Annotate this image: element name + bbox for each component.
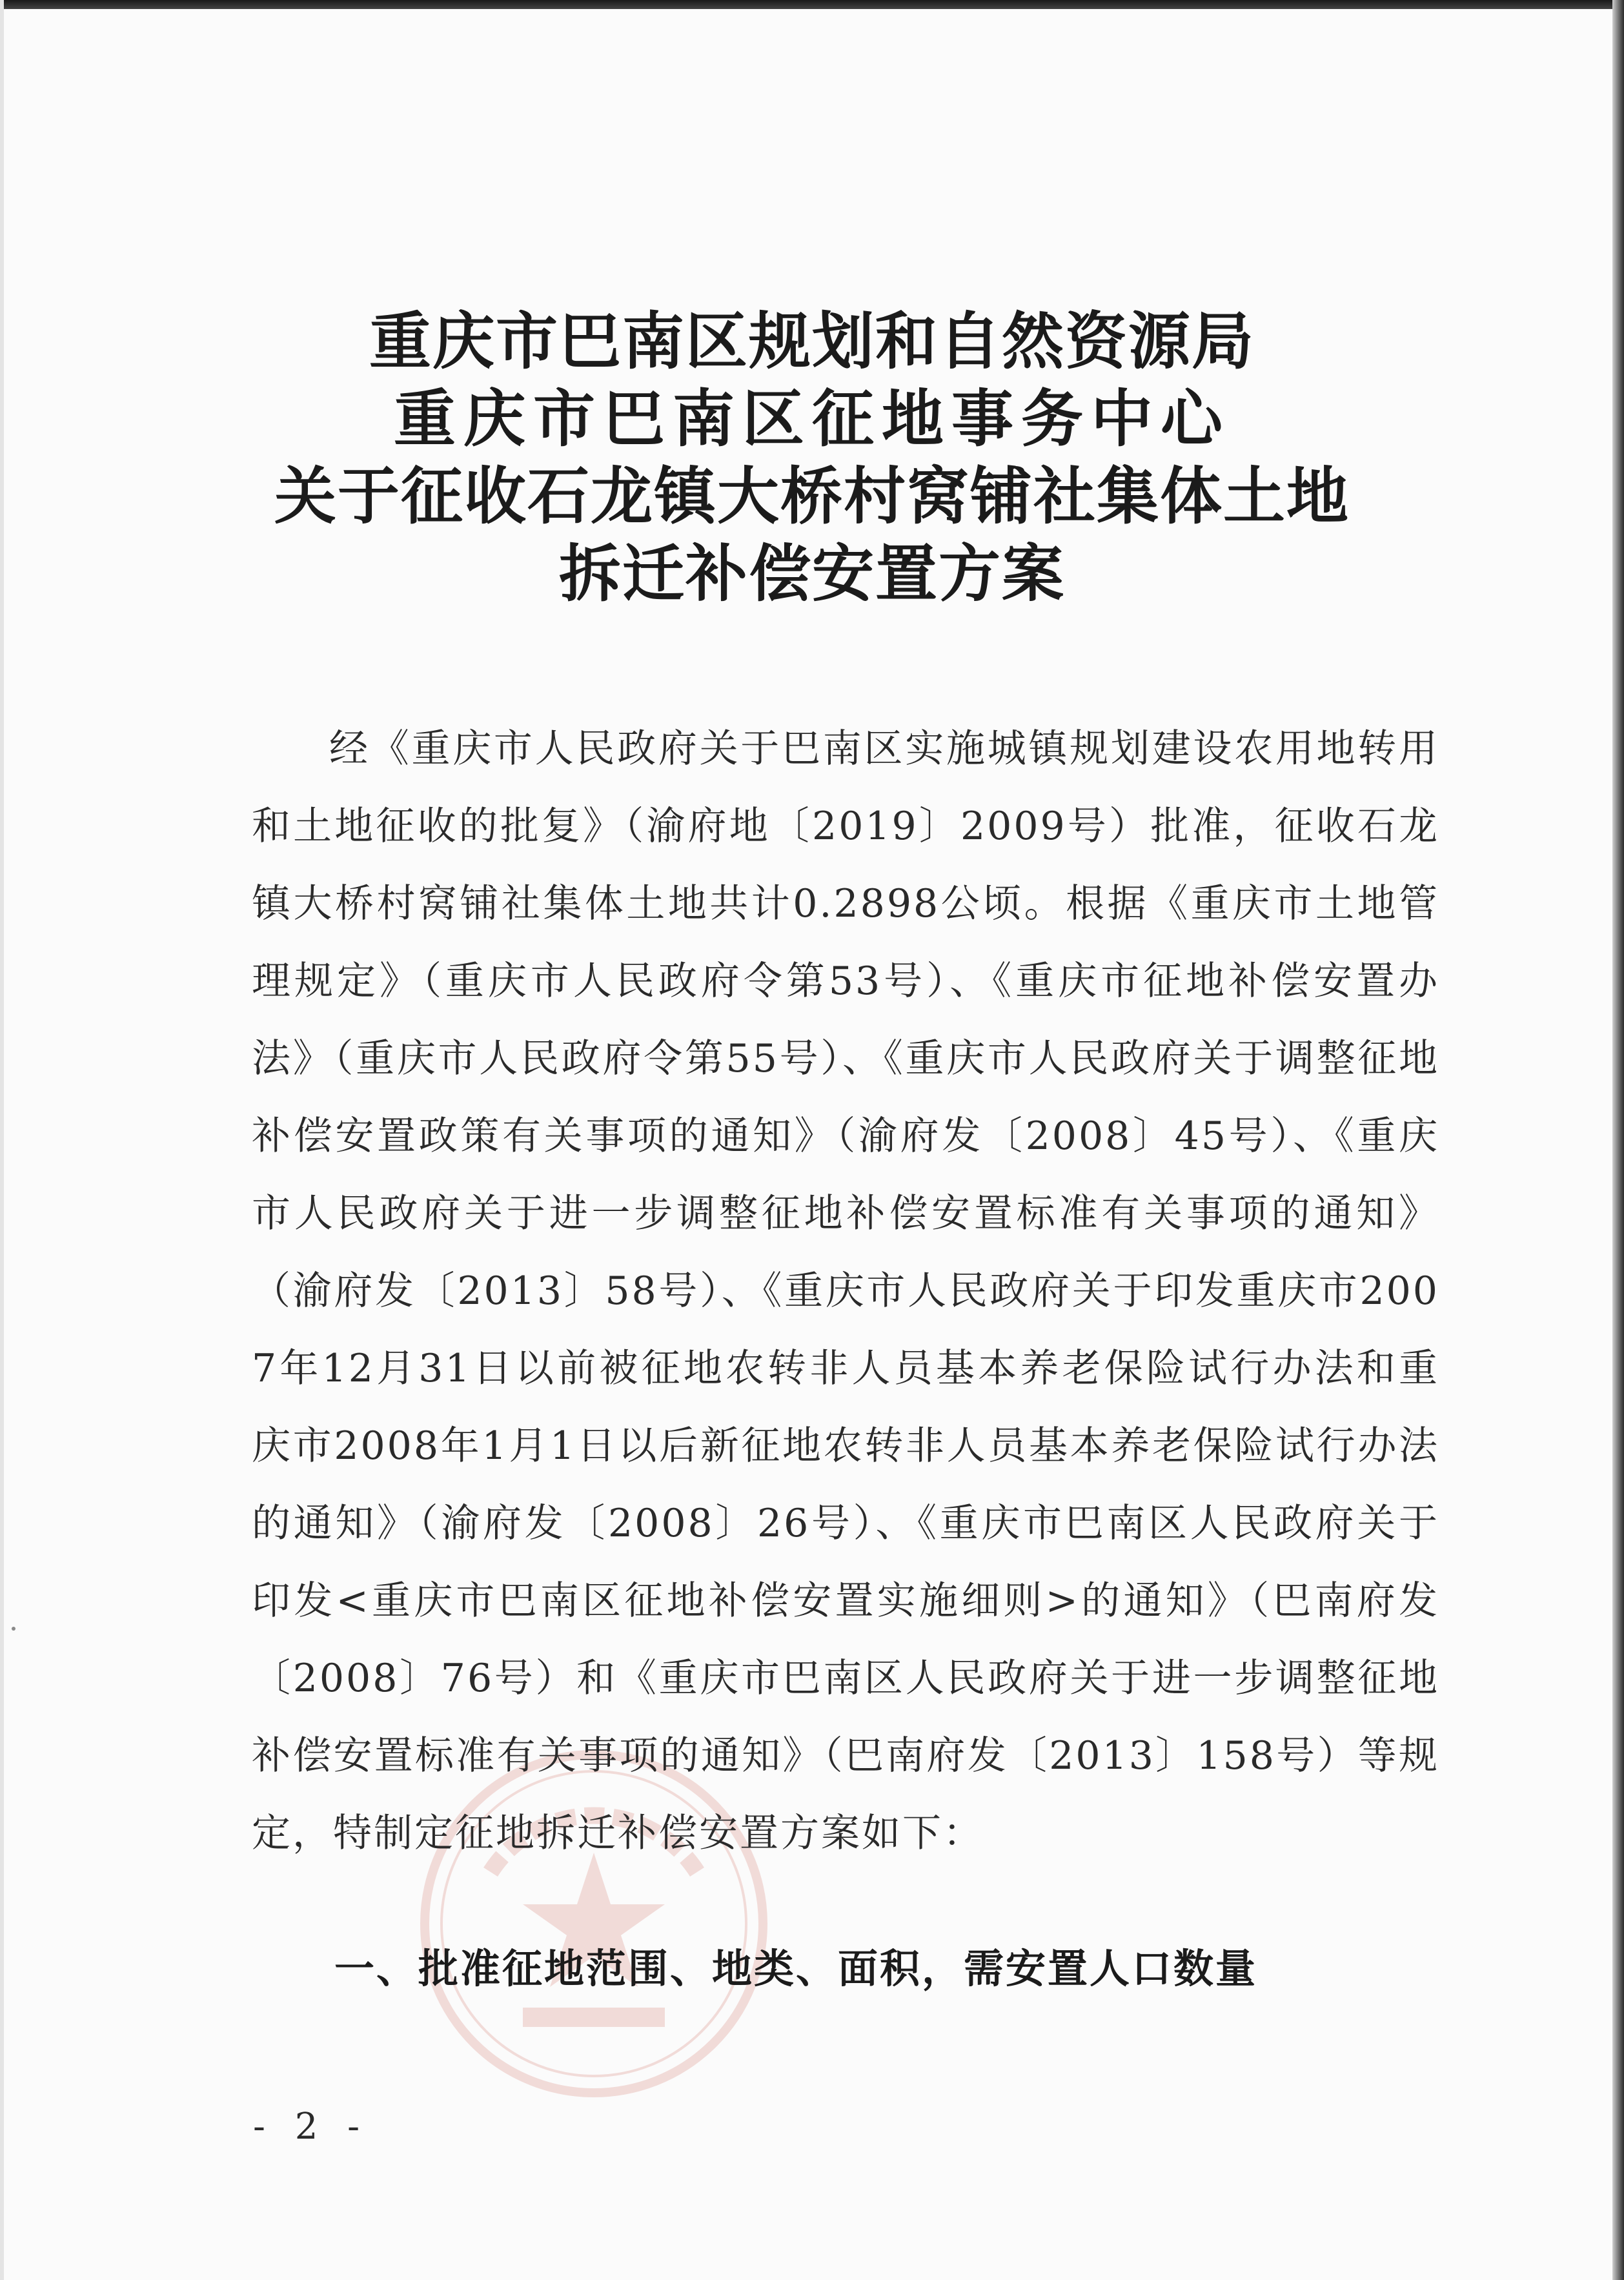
title-line-3: 关于征收石龙镇大桥村窝铺社集体土地 <box>274 460 1350 533</box>
section-heading: 一、批准征地范围、地类、面积，需安置人口数量 <box>334 1945 1258 1992</box>
title-line-4: 拆迁补偿安置方案 <box>559 537 1065 610</box>
scan-edge-top <box>0 0 1624 9</box>
title-line-1: 重庆市巴南区规划和自然资源局 <box>369 305 1255 378</box>
title-line-2: 重庆市巴南区征地事务中心 <box>394 382 1230 455</box>
body-paragraph: 经《重庆市人民政府关于巴南区实施城镇规划建设农用地转用和土地征收的批复》（渝府地〔2019〕2009号）批准，征收石龙镇大桥村窝铺社集体土地共计0.2898公顷。根据《重庆市土地管理规定》（重庆市人民政府令第53号）、《重庆市征地补偿安置办法》（重庆市人民政府令第55号）、《重庆市人民政府关于调整征地补偿安置政策有关事项的通知》（渝府发〔2008〕45号）、《重庆市人民政府关于进一步调整征地补偿安置标准有关事项的通知》（渝府发〔2013〕58号）、《重庆市人民政府关于印发重庆市2007年12月31日以前被征地农转非人员基本养老保险试行办法和重庆市2008年1月1日以后新征地农转非人员基本养老保险试行办法的通知》（渝府发〔2008〕26号）、《重庆市巴南区人民政府关于印发<重庆市巴南区征地补偿安置实施细则>的通知》（巴南府发〔2008〕76号）和《重庆市巴南区人民政府关于进一步调整征地补偿安置标准有关事项的通知》（巴南府发〔2013〕158号）等规定，特制定征地拆迁补偿安置方案如下： <box>252 726 1439 1856</box>
page-number: - 2 - <box>253 2106 369 2148</box>
scan-speck <box>12 1627 15 1631</box>
